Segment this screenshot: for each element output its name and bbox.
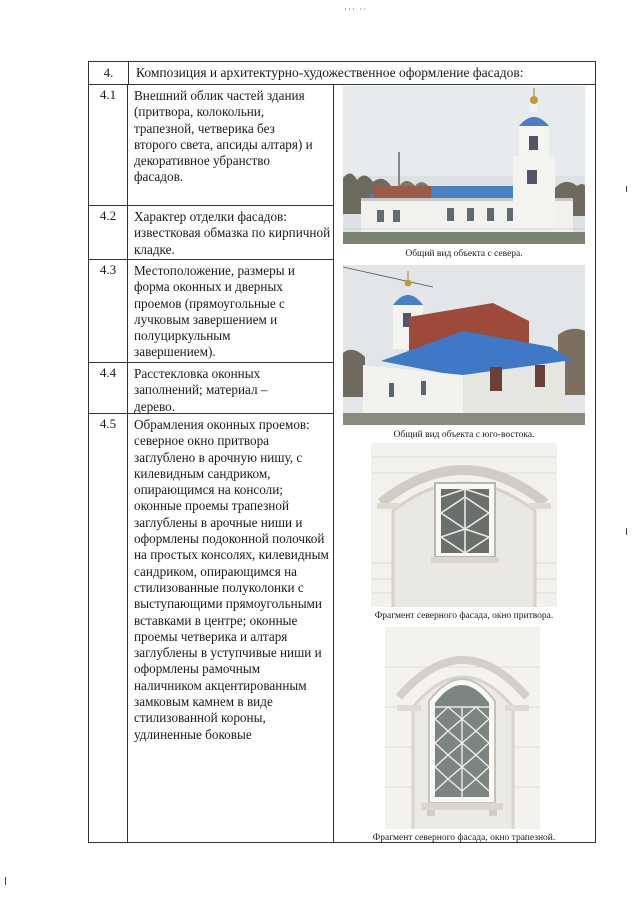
margin-mark	[5, 877, 6, 885]
row-divider	[88, 259, 334, 260]
photo-caption: Общий вид объекта с юго-востока.	[393, 430, 535, 440]
row-text: Местоположение, размеры и форма оконных и дверных проемов (прямоугольные с лучковым завершением и полуциркульным завершением).	[134, 263, 295, 360]
photo-refectory-window	[385, 627, 540, 829]
row-divider	[88, 362, 334, 363]
row-divider	[88, 205, 334, 206]
row-number: 4.1	[99, 87, 117, 102]
row-number: 4.3	[99, 262, 117, 277]
photo-caption: Общий вид объекта с севера.	[405, 249, 523, 259]
photo-north-view	[343, 86, 585, 244]
photo-caption: Фрагмент северного фасада, окно трапезной.	[372, 833, 556, 843]
photo-southeast-view	[343, 265, 585, 425]
row-number: 4.2	[99, 208, 117, 223]
row-text: Внешний облик частей здания (притвора, колокольни, трапезной, четверика без второго света, апсиды алтаря) и декоративное убранство фасадов.	[134, 88, 313, 185]
margin-mark	[626, 186, 627, 192]
row-number: 4.5	[99, 416, 117, 431]
photo-caption: Фрагмент северного фасада, окно притвора.	[374, 611, 554, 621]
photo-narthex-window	[371, 443, 557, 607]
row-text: Расстекловка оконных заполнений; материал – дерево.	[134, 366, 268, 414]
section-title: Композиция и архитектурно-художественное оформление фасадов:	[136, 65, 524, 80]
margin-mark	[626, 528, 627, 535]
row-number: 4.4	[99, 365, 117, 380]
row-text: Характер отделки фасадов: известковая обмазка по кирпичной кладке.	[134, 209, 331, 257]
row-text: Обрамления оконных проемов: северное окно притвора заглублено в арочную нишу, с килевидным сандриком, опирающимся на консоли; оконные проемы трапезной заглублены в арочные ниши и оформлены подоконной полочкой на простых консолях, килевидным сандриком, опирающимся на стилизованные полуколонки с выступающими прямоугольными вставками в центре; оконные проемы четверика и алтаря заглублены в уступчивые ниши и оформлены рамочным наличником акцентированным замковым камнем в виде стилизованной короны, удлиненные боковые	[134, 417, 329, 742]
section-number: 4.	[89, 62, 129, 84]
number-column	[88, 84, 128, 843]
section-header-row	[88, 61, 596, 85]
page-mark: ··· ··	[344, 4, 368, 14]
